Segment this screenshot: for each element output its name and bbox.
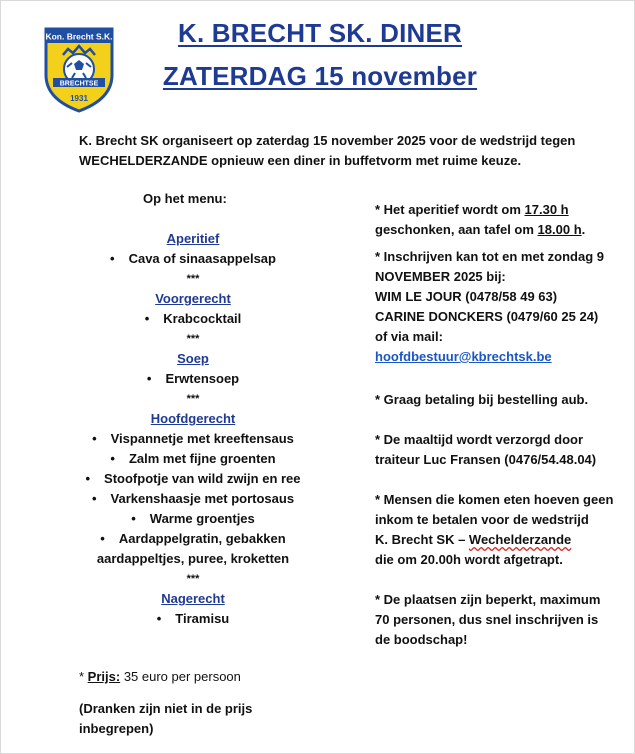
info-inkom	[375, 490, 615, 570]
info-inschrijven	[375, 247, 615, 367]
menu-item: • Stoofpotje van wild zwijn en ree	[68, 469, 318, 489]
menu-separator: ***	[186, 333, 200, 345]
menu-separator: ***	[186, 273, 200, 285]
logo-year: 1931	[70, 94, 88, 103]
menu-section-soep: Soep	[177, 351, 209, 366]
info-text: * Inschrijven kan tot en met zondag 9 NOVEMBER 2025 bij:	[375, 249, 604, 284]
menu-section-nagerecht: Nagerecht	[161, 591, 225, 606]
info-text: geschonken, aan tafel om	[375, 222, 538, 237]
title-line-1: K. BRECHT SK. DINER	[177, 18, 463, 48]
menu-item: • Erwtensoep	[68, 369, 318, 389]
info-text: * Mensen die komen eten hoeven geen inkom te betalen voor de wedstrijd	[375, 492, 614, 527]
info-maaltijd: * De maaltijd wordt verzorgd door traiteur Luc Fransen (0476/54.48.04)	[375, 432, 597, 467]
logo-band-text: BRECHTSE	[59, 80, 99, 88]
title-line-2: ZATERDAG 15 november	[162, 61, 478, 91]
menu-item: • Vispannetje met kreeftensaus	[68, 429, 318, 449]
menu-item: • Krabcocktail	[68, 309, 318, 329]
info-text: * Het aperitief wordt om	[375, 202, 525, 217]
email-link[interactable]: hoofdbestuur@kbrechtsk.be	[375, 349, 552, 364]
logo-top-text: Kon. Brecht S.K.	[45, 31, 113, 42]
info-column	[375, 200, 615, 650]
dinner-time: 18.00 h	[537, 222, 582, 237]
menu-item: • Tiramisu	[68, 609, 318, 629]
contact-2: CARINE DONCKERS (0479/60 25 24)	[375, 309, 599, 324]
menu-item: • Aardappelgratin, gebakken aardappeltjes, puree, kroketten	[68, 529, 318, 569]
price-line	[79, 669, 241, 684]
menu-section-voorgerecht: Voorgerecht	[155, 291, 231, 306]
match-prefix: K. Brecht SK –	[375, 532, 469, 547]
menu-section-aperitief: Aperitief	[166, 231, 220, 246]
menu-item: • Warme groentjes	[68, 509, 318, 529]
menu-item: • Zalm met fijne groenten	[68, 449, 318, 469]
match-team: Wechelderzande	[468, 532, 572, 547]
info-betaling: * Graag betaling bij bestelling aub.	[375, 392, 589, 407]
menu-separator: ***	[186, 393, 200, 405]
price-label: Prijs:	[87, 669, 121, 684]
aperitief-time: 17.30 h	[524, 202, 569, 217]
info-aperitief	[375, 200, 615, 240]
menu-heading: Op het menu:	[143, 191, 227, 206]
info-plaatsen: * De plaatsen zijn beperkt, maximum 70 personen, dus snel inschrijven is de boodschap!	[375, 592, 601, 647]
price-prefix: *	[79, 669, 88, 684]
menu-separator: ***	[186, 573, 200, 585]
club-logo-icon	[43, 25, 115, 113]
menu-item: • Cava of sinaasappelsap	[68, 249, 318, 269]
intro-paragraph: K. Brecht SK organiseert op zaterdag 15 november 2025 voor de wedstrijd tegen WECHELDERZANDE opnieuw een diner in buffetvorm met ruime keuze.	[79, 133, 576, 168]
contact-1: WIM LE JOUR (0478/58 49 63)	[375, 289, 558, 304]
price-value: 35 euro per persoon	[123, 669, 241, 684]
menu-list	[68, 229, 318, 629]
info-text: die om 20.00h wordt afgetrapt.	[375, 552, 563, 567]
menu-item: • Varkenshaasje met portosaus	[68, 489, 318, 509]
mail-label: of via mail:	[375, 329, 443, 344]
menu-section-hoofdgerecht: Hoofdgerecht	[150, 411, 236, 426]
info-text: .	[581, 222, 586, 237]
drinks-note: (Dranken zijn niet in de prijs inbegrepen)	[79, 701, 253, 736]
